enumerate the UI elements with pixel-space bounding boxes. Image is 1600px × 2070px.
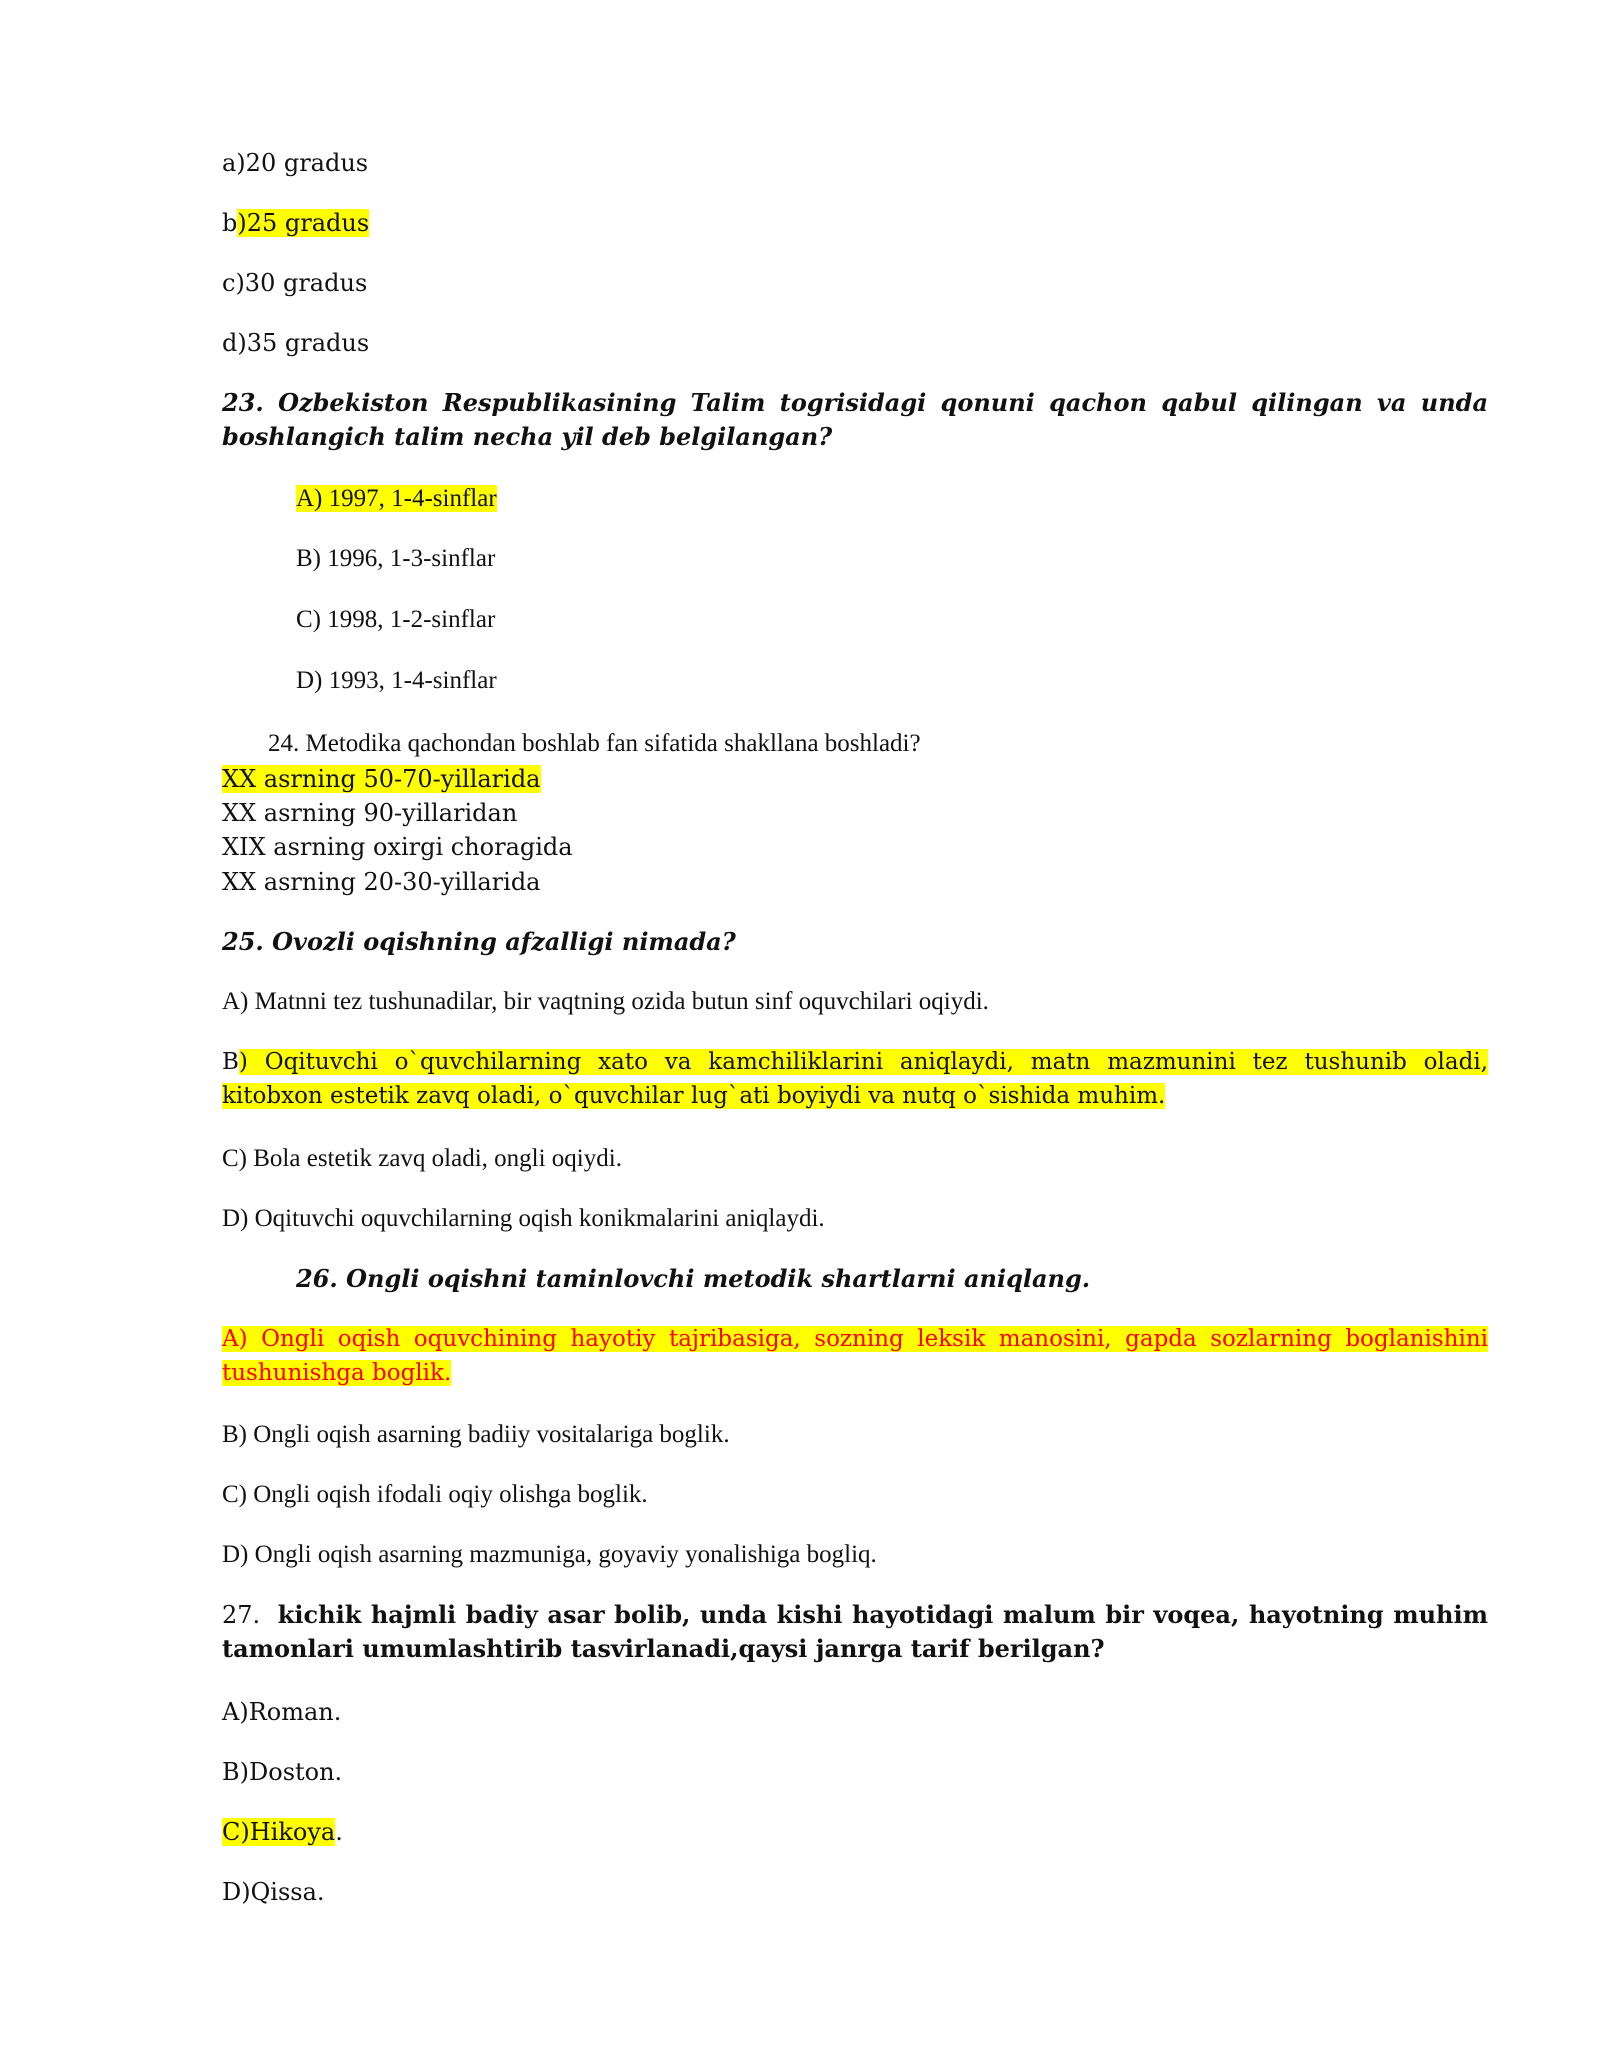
q25-question: 25. Ovozli oqishning afzalligi nimada? <box>222 927 736 956</box>
q22-option-b-highlighted: )25 gradus <box>237 209 370 237</box>
q22-option-b <box>222 206 369 240</box>
q26-option-d: D) Ongli oqish asarning mazmuniga, goyaviy yonalishiga bogliq. <box>222 1541 877 1568</box>
q22-option-b-prefix: b <box>222 209 238 237</box>
q27-question <box>222 1598 1488 1666</box>
q23-question: 23. Ozbekiston Respublikasining Talim togrisidagi qonuni qachon qabul qilingan va unda boshlangich talim necha yil deb belgilangan? <box>222 388 1488 451</box>
q22-option-d: d)35 gradus <box>222 329 370 357</box>
q23-option-b: B) 1996, 1-3-sinflar <box>296 545 496 572</box>
q26-question: 26. Ongli oqishni taminlovchi metodik shartlarni aniqlang. <box>296 1264 1091 1293</box>
q27-option-c-highlighted: C)Hikoya <box>222 1818 336 1846</box>
q26-option-a <box>222 1322 1488 1390</box>
q22-option-a: a)20 gradus <box>222 149 369 177</box>
q26-option-b: B) Ongli oqish asarning badiiy vositalariga boglik. <box>222 1421 730 1448</box>
q24-option-d: XX asrning 20-30-yillarida <box>222 868 541 896</box>
q27-question-text: kichik hajmli badiy asar bolib, unda kishi hayotidagi malum bir voqea, hayotning muhim tamonlari umumlashtirib tasvirlanadi,qaysi janrga tarif berilgan? <box>222 1600 1488 1663</box>
q26-option-c: C) Ongli oqish ifodali oqiy olishga boglik. <box>222 1481 648 1508</box>
q23-option-d: D) 1993, 1-4-sinflar <box>296 667 497 694</box>
q23-option-a <box>296 482 497 516</box>
q24-option-c: XIX asrning oxirgi choragida <box>222 833 573 861</box>
q25-option-b-prefix: B <box>222 1049 239 1075</box>
q23-option-a-highlighted: A) 1997, 1-4-sinflar <box>296 485 497 512</box>
q27-option-c-period: . <box>335 1818 343 1846</box>
q25-option-d: D) Oqituvchi oquvchilarning oqish konikmalarini aniqlaydi. <box>222 1205 825 1232</box>
q25-option-c: C) Bola estetik zavq oladi, ongli oqiydi. <box>222 1145 622 1172</box>
q26-option-a-highlighted: A) Ongli oqish oquvchining hayotiy tajribasiga, sozning leksik manosini, gapda sozlarning boglanishini tushunishga boglik. <box>222 1326 1488 1386</box>
q27-option-c <box>222 1815 343 1849</box>
q24-option-a-highlighted: XX asrning 50-70-yillarida <box>222 765 541 793</box>
q24-question: 24. Metodika qachondan boshlab fan sifatida shakllana boshladi? <box>268 730 921 757</box>
q25-option-a: A) Matnni tez tushunadilar, bir vaqtning ozida butun sinf oquvchilari oqiydi. <box>222 988 989 1015</box>
q23-option-c: C) 1998, 1-2-sinflar <box>296 606 496 633</box>
q27-option-d: D)Qissa. <box>222 1878 325 1906</box>
q25-option-b <box>222 1045 1488 1113</box>
q27-number: 27. <box>222 1601 261 1629</box>
q27-option-a: A)Roman. <box>222 1698 342 1726</box>
q22-option-c: c)30 gradus <box>222 269 368 297</box>
q24-option-a <box>222 762 541 796</box>
q27-option-b: B)Doston. <box>222 1758 343 1786</box>
q25-option-b-highlighted: ) Oqituvchi o`quvchilarning xato va kamchiliklarini aniqlaydi, matn mazmunini tez tushunib oladi, kitobxon estetik zavq oladi, o`quvchilar lug`ati boyiydi va nutq o`sishida muhim. <box>222 1049 1488 1109</box>
q24-option-b: XX asrning 90-yillaridan <box>222 799 518 827</box>
